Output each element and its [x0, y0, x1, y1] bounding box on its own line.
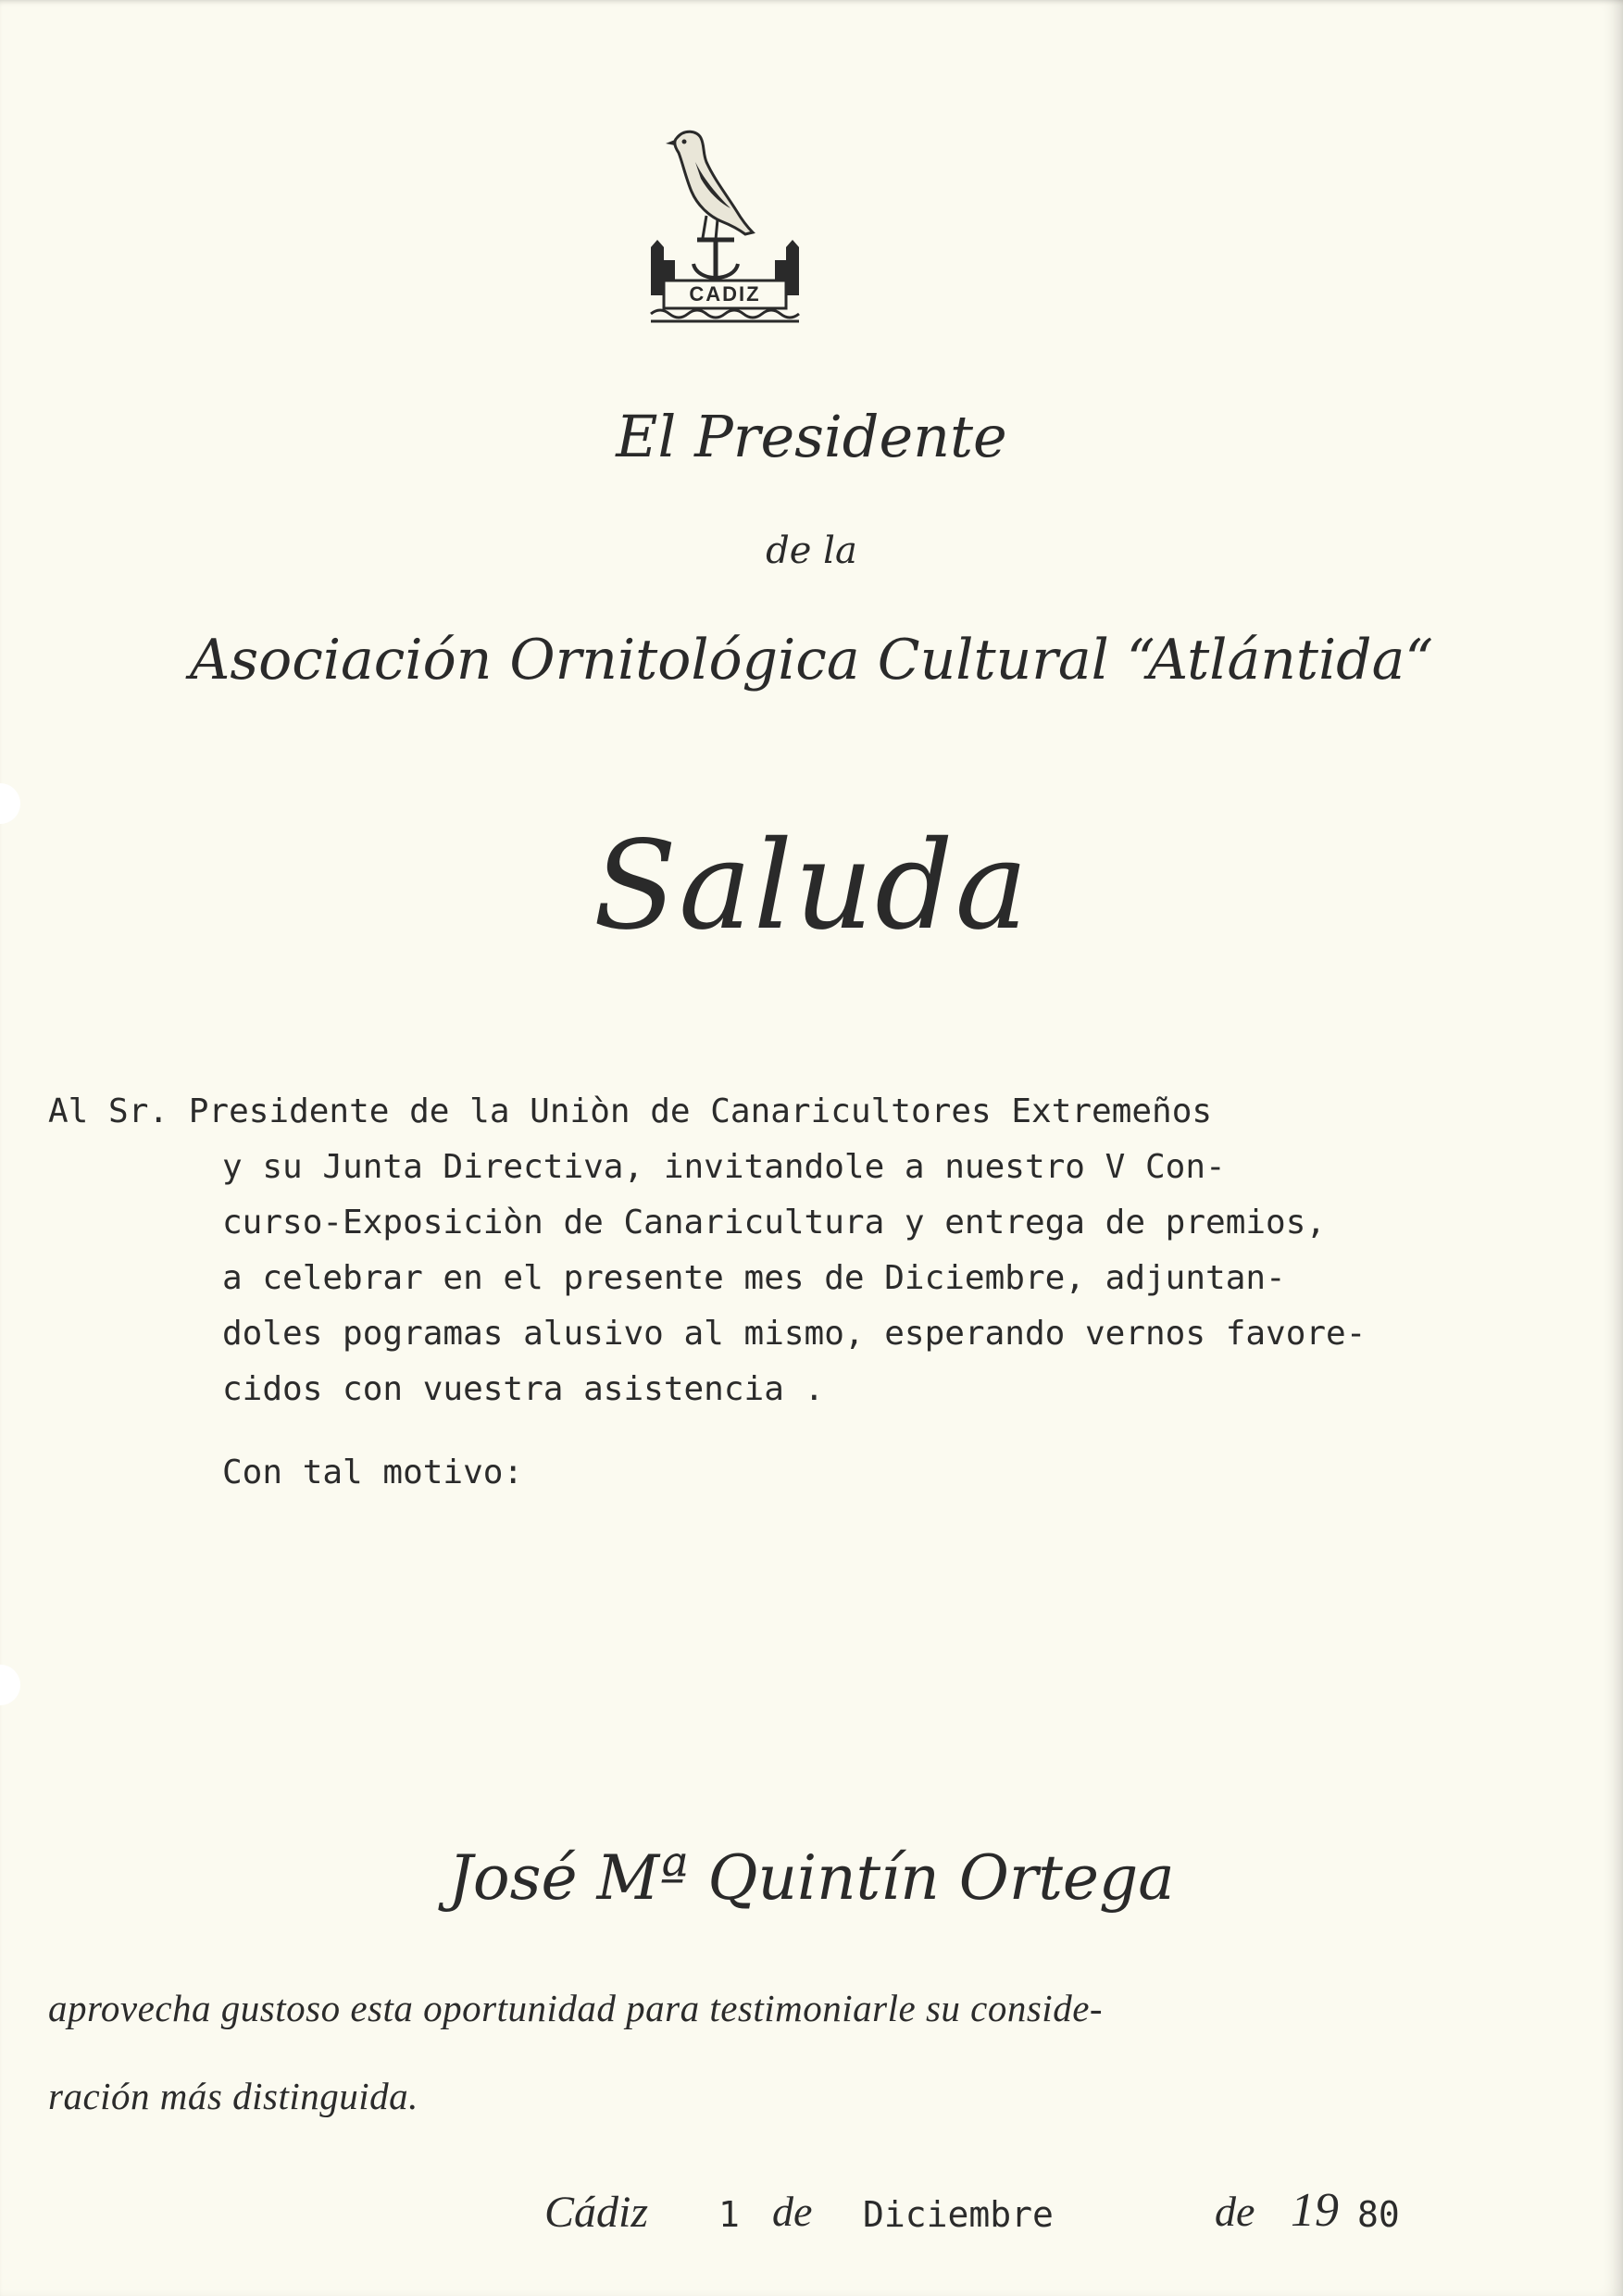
date-de-year: de [1215, 2188, 1255, 2235]
association-logo [642, 125, 808, 329]
date-place: Cádiz [544, 2188, 649, 2237]
heading-association-name: Asociación Ornitológica Cultural “Atlántida“ [189, 628, 1434, 693]
heading-de-la: de la [766, 530, 857, 572]
body-line-5: doles pogramas alusivo al mismo, esperando vernos favore- [222, 1315, 1367, 1353]
courtesy-line-1: aprovecha gustoso esta oportunidad para testimoniarle su conside- [48, 1987, 1104, 2029]
body-line-4: a celebrar en el presente mes de Diciembre, adjuntan- [222, 1259, 1286, 1297]
signatory-name: José Mª Quintín Ortega [448, 1842, 1175, 1914]
date-year-suffix: 80 [1357, 2194, 1400, 2235]
date-de: de [772, 2188, 813, 2235]
heading-saluda: Saluda [593, 815, 1030, 957]
body-line-1: Al Sr. Presidente de la Uniòn de Canaricultores Extremeños [48, 1092, 1213, 1130]
date-day: 1 [718, 2194, 740, 2235]
body-line-6: cidos con vuestra asistencia . [222, 1370, 825, 1408]
body-closing: Con tal motivo: [222, 1454, 524, 1491]
heading-el-presidente: El Presidente [616, 403, 1007, 470]
body-line-2: y su Junta Directiva, invitandole a nuestro V Con- [222, 1148, 1226, 1186]
logo-caption: CADIZ [689, 282, 761, 306]
courtesy-line-2: ración más distinguida. [48, 2075, 418, 2117]
date-year-prefix: 19 [1291, 2184, 1339, 2237]
body-line-3: curso-Exposiciòn de Canaricultura y entrega de premios, [222, 1204, 1327, 1242]
date-month: Diciembre [863, 2194, 1054, 2235]
punch-hole [0, 1665, 20, 1705]
